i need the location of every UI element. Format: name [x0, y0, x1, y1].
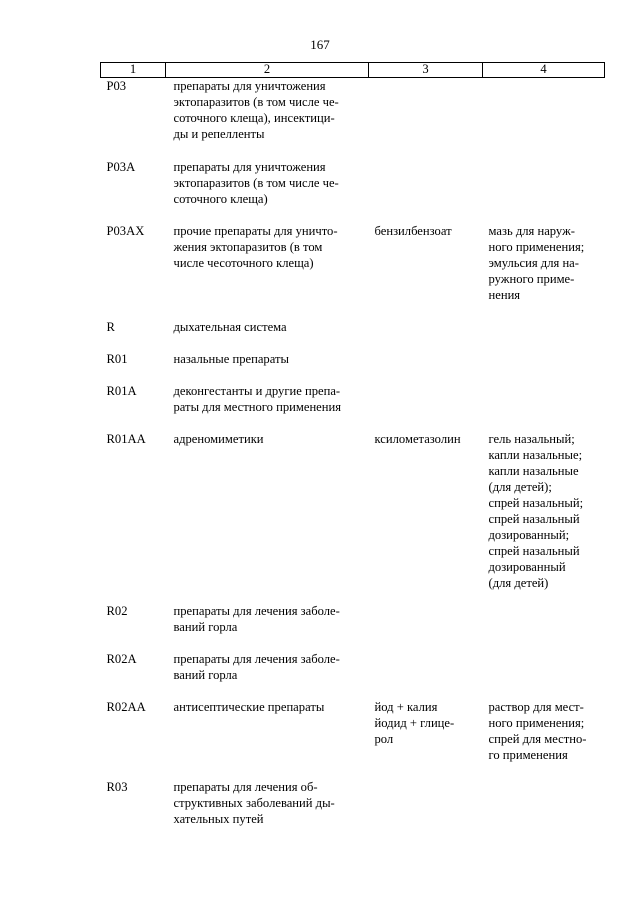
group-name: дыхательная система	[173, 319, 287, 334]
group-name: адреномиметики	[173, 431, 264, 446]
atc-code: R02	[106, 603, 128, 618]
table-row	[101, 699, 605, 779]
column-header-1: 1	[101, 63, 166, 78]
drug-classification-table	[100, 62, 605, 827]
dosage-form: мазь для наруж- ного применения; эмульсия для на- ружного приме- нения	[488, 223, 585, 302]
group-name: деконгестанты и другие препа- раты для местного применения	[173, 383, 342, 414]
atc-code: R01AA	[106, 431, 146, 446]
atc-code: R02A	[106, 651, 137, 666]
column-header-4: 4	[483, 63, 605, 78]
table-row	[101, 779, 605, 827]
drug-name: бензилбензоат	[374, 223, 452, 238]
atc-code: P03AX	[106, 223, 145, 238]
group-name: препараты для лечения заболе- ваний горла	[173, 651, 340, 682]
drug-name: ксилометазолин	[374, 431, 461, 446]
header-row	[101, 63, 605, 78]
group-name: назальные препараты	[173, 351, 289, 366]
table-row	[101, 319, 605, 351]
column-header-3: 3	[369, 63, 483, 78]
group-name: препараты для уничтожения эктопаразитов (в том числе че- соточного клеща), инсектици- ды и репелленты	[173, 79, 339, 141]
table-row	[101, 78, 605, 159]
group-name: препараты для лечения об- структивных заболеваний ды- хательных путей	[173, 779, 335, 826]
atc-code: R	[106, 319, 115, 334]
dosage-form: гель назальный; капли назальные; капли назальные (для детей); спрей назальный; спрей назальный дозированный; спрей назальный дозированный (для детей)	[488, 431, 584, 590]
table-row	[101, 603, 605, 651]
column-header-2: 2	[166, 63, 369, 78]
group-name: препараты для лечения заболе- ваний горла	[173, 603, 340, 634]
table-row	[101, 383, 605, 431]
page-number: 167	[310, 37, 330, 52]
dosage-form: раствор для мест- ного применения; спрей для местно- го применения	[488, 699, 587, 762]
drug-name: йод + калия йодид + глице- рол	[374, 699, 455, 746]
table-row	[101, 223, 605, 319]
atc-code: R03	[106, 779, 128, 794]
atc-code: R01A	[106, 383, 137, 398]
group-name: прочие препараты для уничто- жения эктопаразитов (в том числе чесоточного клеща)	[173, 223, 338, 270]
atc-code: R01	[106, 351, 128, 366]
group-name: препараты для уничтожения эктопаразитов (в том числе че- соточного клеща)	[173, 159, 339, 206]
table-row	[101, 159, 605, 223]
table-row	[101, 351, 605, 383]
table-row	[101, 431, 605, 603]
table-row	[101, 651, 605, 699]
atc-code: R02AA	[106, 699, 146, 714]
group-name: антисептические препараты	[173, 699, 325, 714]
atc-code: P03	[106, 79, 127, 93]
atc-code: P03A	[106, 159, 136, 174]
